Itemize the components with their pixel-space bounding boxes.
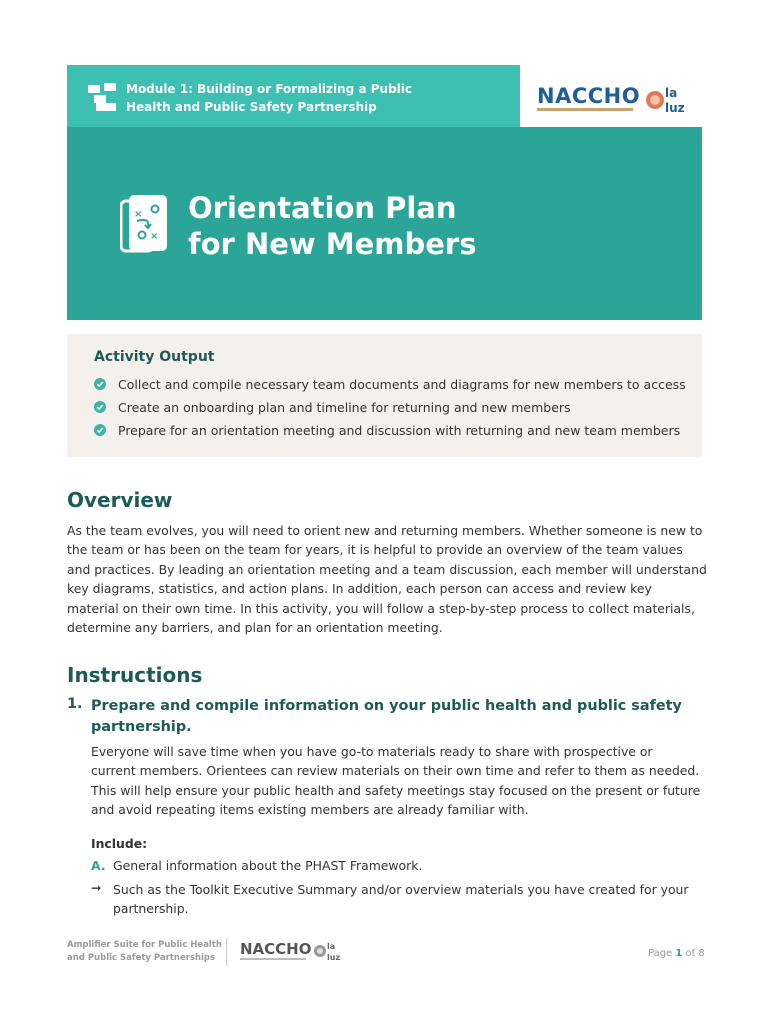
la-luz-bottom: luz: [665, 101, 685, 115]
activity-item-text: Prepare for an orientation meeting and discussion with returning and new team members: [118, 422, 681, 438]
module-title-line2: Health and Public Safety Partnership: [126, 100, 377, 114]
activity-item-text: Collect and compile necessary team documents and diagrams for new members to access: [118, 376, 686, 392]
sub-item-text: Such as the Toolkit Executive Summary and/or overview materials you have created for your partnership.: [113, 882, 689, 917]
instructions-heading: Instructions: [67, 663, 203, 687]
footer-la-luz-top: la: [327, 942, 336, 951]
footer-suite-line2: and Public Safety Partnerships: [67, 953, 216, 963]
naccho-logo-underline: [537, 108, 633, 111]
footer-naccho-underline: [240, 958, 306, 960]
activity-item: [94, 420, 680, 440]
overview-heading: Overview: [67, 488, 173, 512]
game-plan-document-icon: [120, 195, 170, 257]
activity-item-text: Create an onboarding plan and timeline for returning and new members: [118, 399, 571, 415]
la-luz-logo: [645, 84, 685, 116]
page-title-line1: Orientation Plan: [188, 191, 457, 225]
footer-naccho-logo: NACCHO: [240, 940, 312, 958]
check-circle-icon: [94, 401, 106, 413]
page-sep: of: [682, 948, 699, 959]
activity-item: [94, 397, 571, 417]
module-title: [126, 80, 426, 116]
step-number: 1.: [67, 696, 83, 712]
check-circle-icon: [94, 378, 106, 390]
check-circle-icon: [94, 424, 106, 436]
overview-paragraph: As the team evolves, you will need to orient new and returning members. Whether someone is new to the team or has been on the team for years, it is helpful to provide an overview of the team values and practices. By leading an orientation meeting and a team discussion, each member will understand key diagrams, statistics, and action plans. In addition, each person can access and review key material on their own time. In this activity, you will follow a step-by-step process to collect materials, determine any barriers, and plan for an orientation meeting.: [67, 523, 707, 636]
module-icon: [88, 83, 118, 111]
footer-divider: [226, 938, 227, 966]
page-title: [188, 190, 477, 262]
footer-la-luz-bottom: luz: [327, 953, 341, 962]
list-item-letter: A.: [91, 858, 106, 873]
page-number: [648, 948, 705, 959]
naccho-logo: NACCHO: [537, 84, 641, 108]
footer-la-luz-logo: [314, 940, 342, 962]
svg-text:×: ×: [134, 209, 143, 220]
footer-suite-name: [67, 939, 227, 965]
list-item-text: General information about the PHAST Framework.: [113, 858, 423, 873]
page-prefix: Page: [648, 948, 676, 959]
module-title-line1: Module 1: Building or Formalizing a Public: [126, 82, 412, 96]
step-title: Prepare and compile information on your public health and public safety partnership.: [91, 698, 682, 735]
page-current: 1: [675, 948, 683, 959]
footer-suite-line1: Amplifier Suite for Public Health: [67, 940, 222, 950]
la-luz-top: la: [665, 86, 678, 100]
arrow-right-icon: ➞: [91, 880, 102, 895]
activity-output-title: Activity Output: [94, 349, 215, 365]
svg-text:×: ×: [150, 231, 159, 242]
activity-item: [94, 374, 686, 394]
page-total: 8: [698, 948, 705, 959]
page-title-line2: for New Members: [188, 227, 477, 261]
include-label: Include:: [91, 836, 148, 851]
step-body: Everyone will save time when you have go-to materials ready to share with prospective or current members. Orientees can review materials on their own time and refer to them as needed. This will help ensure your public health and safety meetings stay focused on the present or future and avoid repeating items existing members are already familiar with.: [91, 744, 701, 818]
